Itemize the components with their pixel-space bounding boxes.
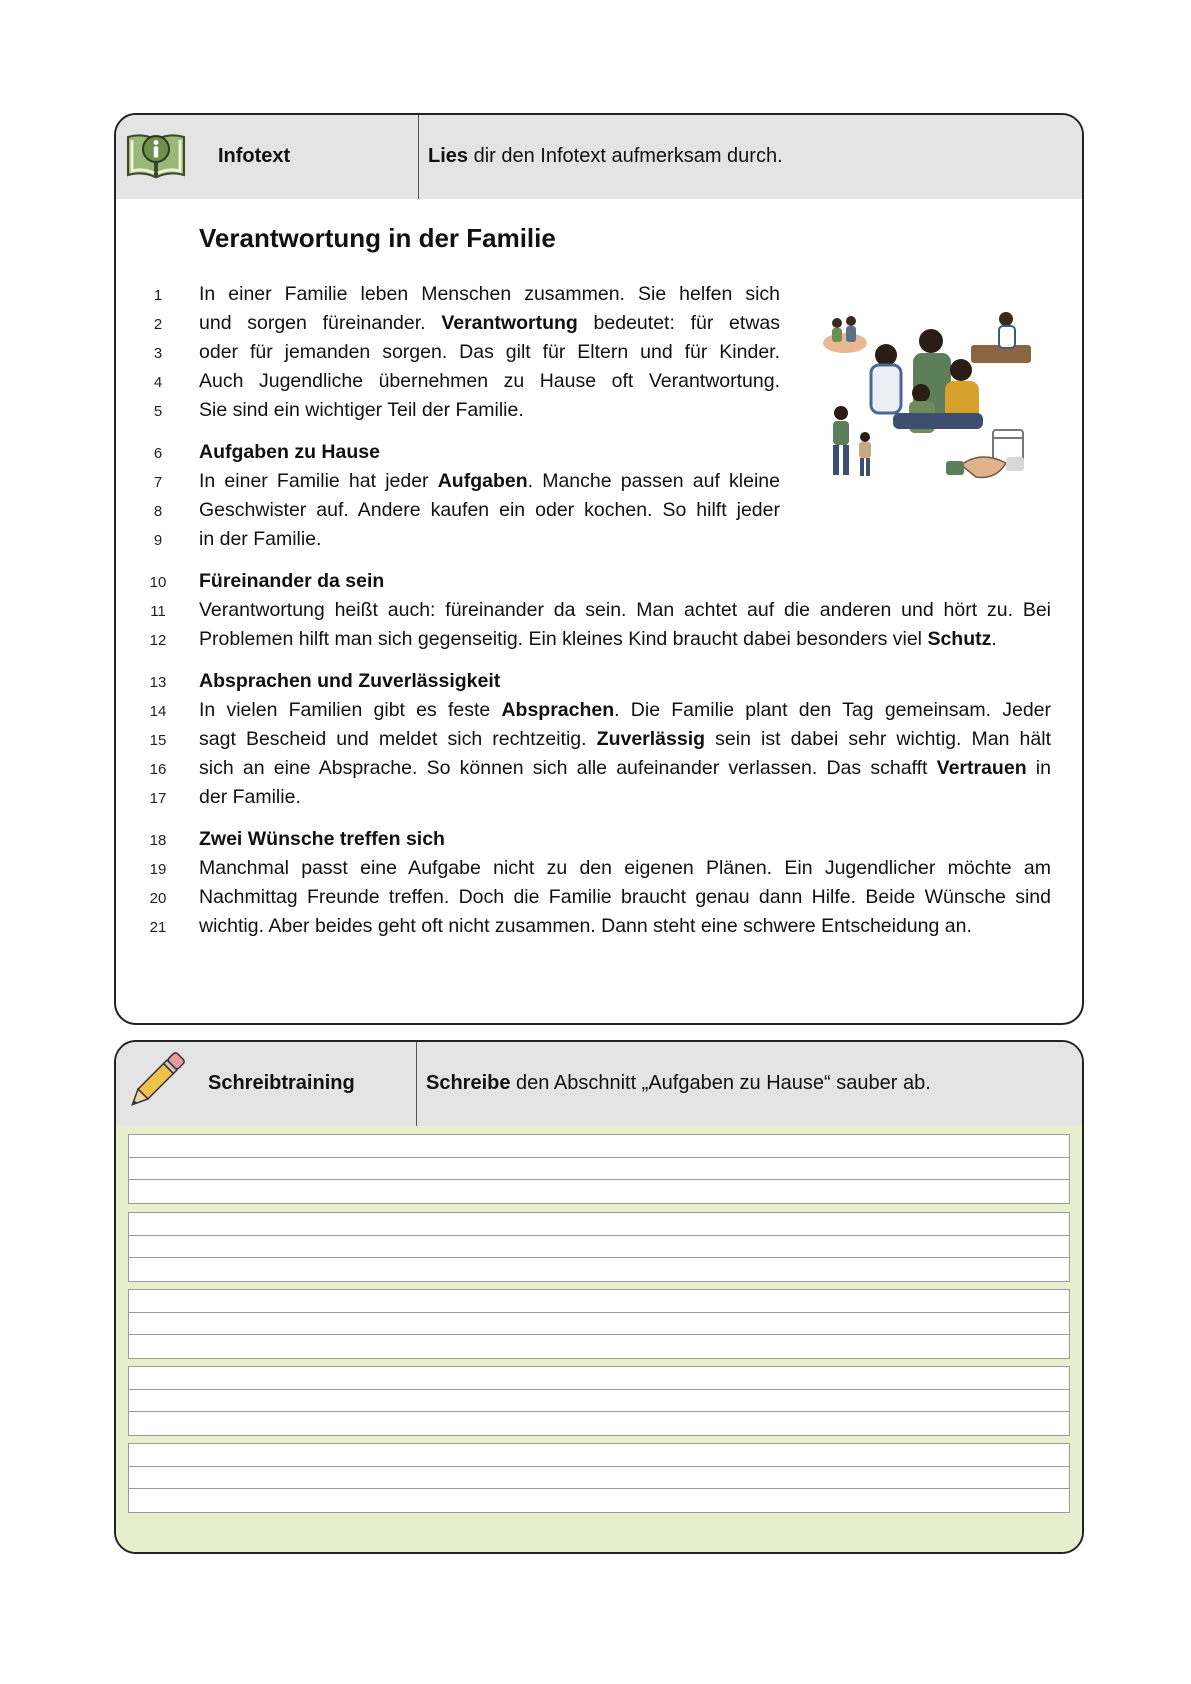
header-divider	[418, 115, 419, 199]
writing-line-group[interactable]	[128, 1134, 1070, 1204]
keyword: Absprachen	[501, 699, 615, 721]
text-segment: . Die Familie plant den Tag gemeinsam. Jeder	[614, 699, 1052, 721]
line-text	[199, 499, 780, 522]
writing-guide-line	[129, 1334, 1069, 1335]
line-number: 18	[149, 832, 167, 849]
keyword: Schutz	[927, 628, 992, 650]
text-segment: Geschwister auf. Andere kaufen ein oder kochen. So hilft jeder	[199, 499, 780, 521]
text-line	[116, 624, 1082, 656]
text-segment: in	[1026, 757, 1051, 779]
infotext-card	[114, 113, 1084, 1025]
line-number: 17	[149, 790, 167, 807]
text-line	[116, 753, 1082, 785]
line-text	[199, 312, 780, 335]
text-segment: bedeutet: für etwas	[577, 312, 780, 334]
writing-guide-line	[129, 1312, 1069, 1313]
family-illustration	[821, 295, 1041, 500]
keyword: Vertrauen	[936, 757, 1027, 779]
text-segment: Sie sind ein wichtiger Teil der Familie.	[199, 399, 524, 421]
writing-line-group[interactable]	[128, 1443, 1070, 1513]
line-text	[199, 857, 1051, 880]
line-number: 12	[149, 632, 167, 649]
line-number: 15	[149, 732, 167, 749]
keyword: Zuverlässig	[596, 728, 706, 750]
writing-header	[116, 1042, 1082, 1126]
text-line	[116, 911, 1082, 943]
line-text	[199, 470, 780, 493]
line-text	[199, 341, 780, 364]
line-text	[199, 699, 1051, 722]
line-text	[199, 628, 1051, 651]
text-line	[116, 524, 1082, 556]
line-text	[199, 915, 1051, 938]
line-text	[199, 728, 1051, 751]
line-number: 16	[149, 761, 167, 778]
infotext-label: Infotext	[218, 145, 291, 167]
writing-guide-line	[129, 1235, 1069, 1236]
section-heading-row	[116, 566, 1082, 598]
line-text	[199, 757, 1051, 780]
writing-guide-line	[129, 1179, 1069, 1180]
text-segment: in der Familie.	[199, 528, 322, 550]
section-heading	[199, 570, 1051, 593]
text-segment: . Manche passen auf kleine	[527, 470, 780, 492]
line-number: 14	[149, 703, 167, 720]
text-line	[116, 882, 1082, 914]
text-segment: der Familie.	[199, 786, 301, 808]
writing-area	[116, 1126, 1082, 1552]
text-segment: Zwei Wünsche treffen sich	[199, 828, 445, 850]
text-segment: sagt Bescheid und meldet sich rechtzeitig.	[199, 728, 597, 750]
text-line	[116, 595, 1082, 627]
line-number: 3	[153, 345, 163, 362]
line-number: 13	[149, 674, 167, 691]
writing-label: Schreibtraining	[208, 1072, 355, 1094]
text-segment: Füreinander da sein	[199, 570, 385, 592]
line-number: 4	[153, 374, 163, 391]
instruction-text: dir den Infotext aufmerksam durch.	[468, 145, 783, 167]
instruction-verb: Schreibe	[426, 1072, 511, 1094]
page-title: Verantwortung in der Familie	[199, 223, 556, 253]
line-number: 8	[153, 503, 163, 520]
line-number: 10	[149, 574, 167, 591]
line-text	[199, 283, 780, 306]
text-segment: Nachmittag Freunde treffen. Doch die Familie braucht genau dann Hilfe. Beide Wünsche sind	[199, 886, 1051, 908]
text-segment: .	[991, 628, 997, 650]
line-text	[199, 599, 1051, 622]
text-segment: Problemen hilft man sich gegenseitig. Ein kleines Kind braucht dabei besonders viel	[199, 628, 928, 650]
line-text	[199, 399, 780, 422]
line-number: 21	[149, 919, 167, 936]
text-segment: oder für jemanden sorgen. Das gilt für Eltern und für Kinder.	[199, 341, 780, 363]
infotext-instruction	[428, 145, 783, 168]
section-heading-row	[116, 824, 1082, 856]
keyword: Aufgaben	[437, 470, 528, 492]
line-number: 20	[149, 890, 167, 907]
text-segment: wichtig. Aber beides geht oft nicht zusammen. Dann steht eine schwere Entscheidung an.	[199, 915, 972, 937]
writing-guide-line	[129, 1488, 1069, 1489]
writing-instruction	[426, 1072, 931, 1095]
line-number: 7	[153, 474, 163, 491]
line-number: 2	[153, 316, 163, 333]
text-segment: In einer Familie leben Menschen zusammen. Sie helfen sich	[199, 283, 780, 305]
text-segment: Auch Jugendliche übernehmen zu Hause oft Verantwortung.	[199, 370, 780, 392]
text-segment: sich an eine Absprache. So können sich alle aufeinander verlassen. Das schafft	[199, 757, 937, 779]
text-segment: In vielen Familien gibt es feste	[199, 699, 502, 721]
pencil-icon	[124, 1050, 186, 1114]
book-info-icon	[124, 127, 188, 183]
text-segment: Manchmal passt eine Aufgabe nicht zu den eigenen Plänen. Ein Jugendlicher möchte am	[199, 857, 1051, 879]
line-number: 1	[153, 287, 163, 304]
writing-line-group[interactable]	[128, 1289, 1070, 1359]
text-line	[116, 782, 1082, 814]
text-line	[116, 853, 1082, 885]
writing-guide-line	[129, 1389, 1069, 1390]
text-segment: Verantwortung heißt auch: füreinander da sein. Man achtet auf die anderen und hört zu. Bei	[199, 599, 1051, 621]
line-number: 9	[153, 532, 163, 549]
line-text	[199, 370, 780, 393]
section-heading	[199, 670, 1051, 693]
infotext-header	[116, 115, 1082, 199]
section-heading-row	[116, 666, 1082, 698]
text-line	[116, 724, 1082, 756]
line-number: 11	[150, 603, 166, 620]
line-number: 6	[153, 445, 163, 462]
text-segment: In einer Familie hat jeder	[199, 470, 438, 492]
instruction-verb: Lies	[428, 145, 469, 167]
text-line	[116, 695, 1082, 727]
instruction-text: den Abschnitt „Aufgaben zu Hause“ sauber ab.	[510, 1072, 931, 1094]
section-heading	[199, 828, 1051, 851]
section-heading	[199, 441, 780, 464]
text-segment: Absprachen und Zuverlässigkeit	[199, 670, 501, 692]
line-text	[199, 786, 1051, 809]
line-text	[199, 528, 780, 551]
writing-line-group[interactable]	[128, 1212, 1070, 1282]
header-divider	[416, 1042, 417, 1126]
keyword: Verantwortung	[441, 312, 578, 334]
writing-guide-line	[129, 1411, 1069, 1412]
writing-guide-line	[129, 1157, 1069, 1158]
text-segment: Aufgaben zu Hause	[199, 441, 380, 463]
text-segment: und sorgen füreinander.	[199, 312, 442, 334]
writing-guide-line	[129, 1257, 1069, 1258]
text-segment: sein ist dabei sehr wichtig. Man hält	[705, 728, 1051, 750]
line-text	[199, 886, 1051, 909]
line-number: 5	[153, 403, 163, 420]
writing-card	[114, 1040, 1084, 1554]
line-number: 19	[149, 861, 167, 878]
writing-guide-line	[129, 1466, 1069, 1467]
writing-line-group[interactable]	[128, 1366, 1070, 1436]
